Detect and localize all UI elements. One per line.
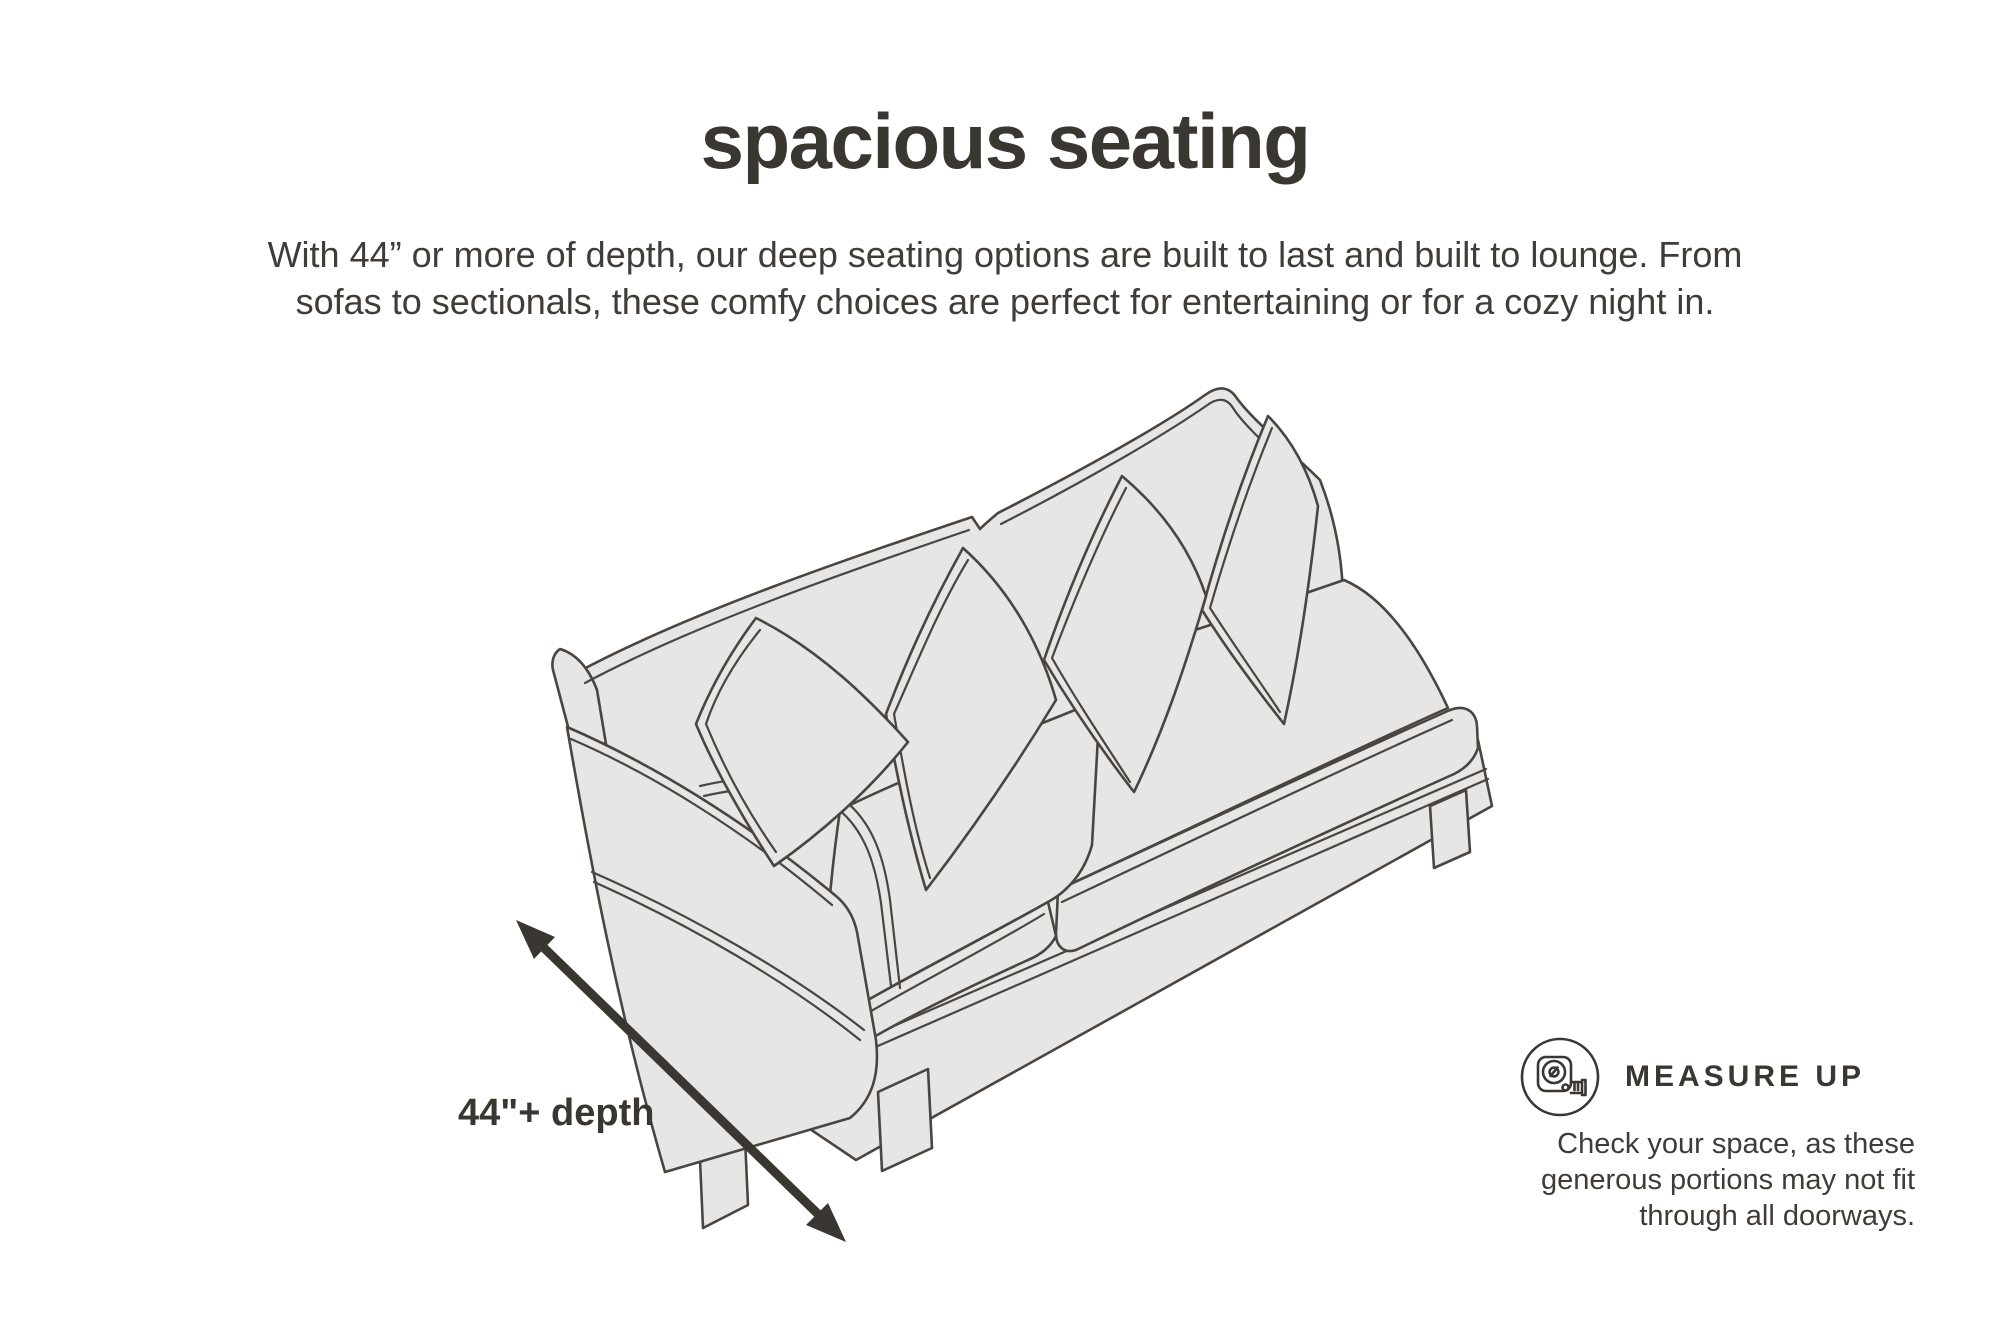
measure-up-heading: MEASURE UP bbox=[1625, 1060, 1866, 1093]
measure-up-note bbox=[1519, 1126, 1915, 1234]
depth-label: 44"+ depth bbox=[458, 1092, 655, 1134]
page-title: spacious seating bbox=[700, 97, 1310, 185]
measure-up-callout bbox=[1519, 1036, 1915, 1234]
measure-up-note-line-1: Check your space, as these bbox=[1557, 1128, 1915, 1160]
measure-up-note-line-3: through all doorways. bbox=[1639, 1200, 1915, 1232]
measure-up-note-line-2: generous portions may not fit bbox=[1541, 1164, 1915, 1196]
subtitle-line-2: sofas to sectionals, these comfy choices are perfect for entertaining or for a cozy night in. bbox=[295, 281, 1715, 322]
tape-measure-icon bbox=[1519, 1036, 1601, 1118]
subtitle-line-1: With 44” or more of depth, our deep seating options are built to last and built to lounge. From bbox=[267, 234, 1743, 275]
measure-up-header bbox=[1519, 1036, 1915, 1118]
